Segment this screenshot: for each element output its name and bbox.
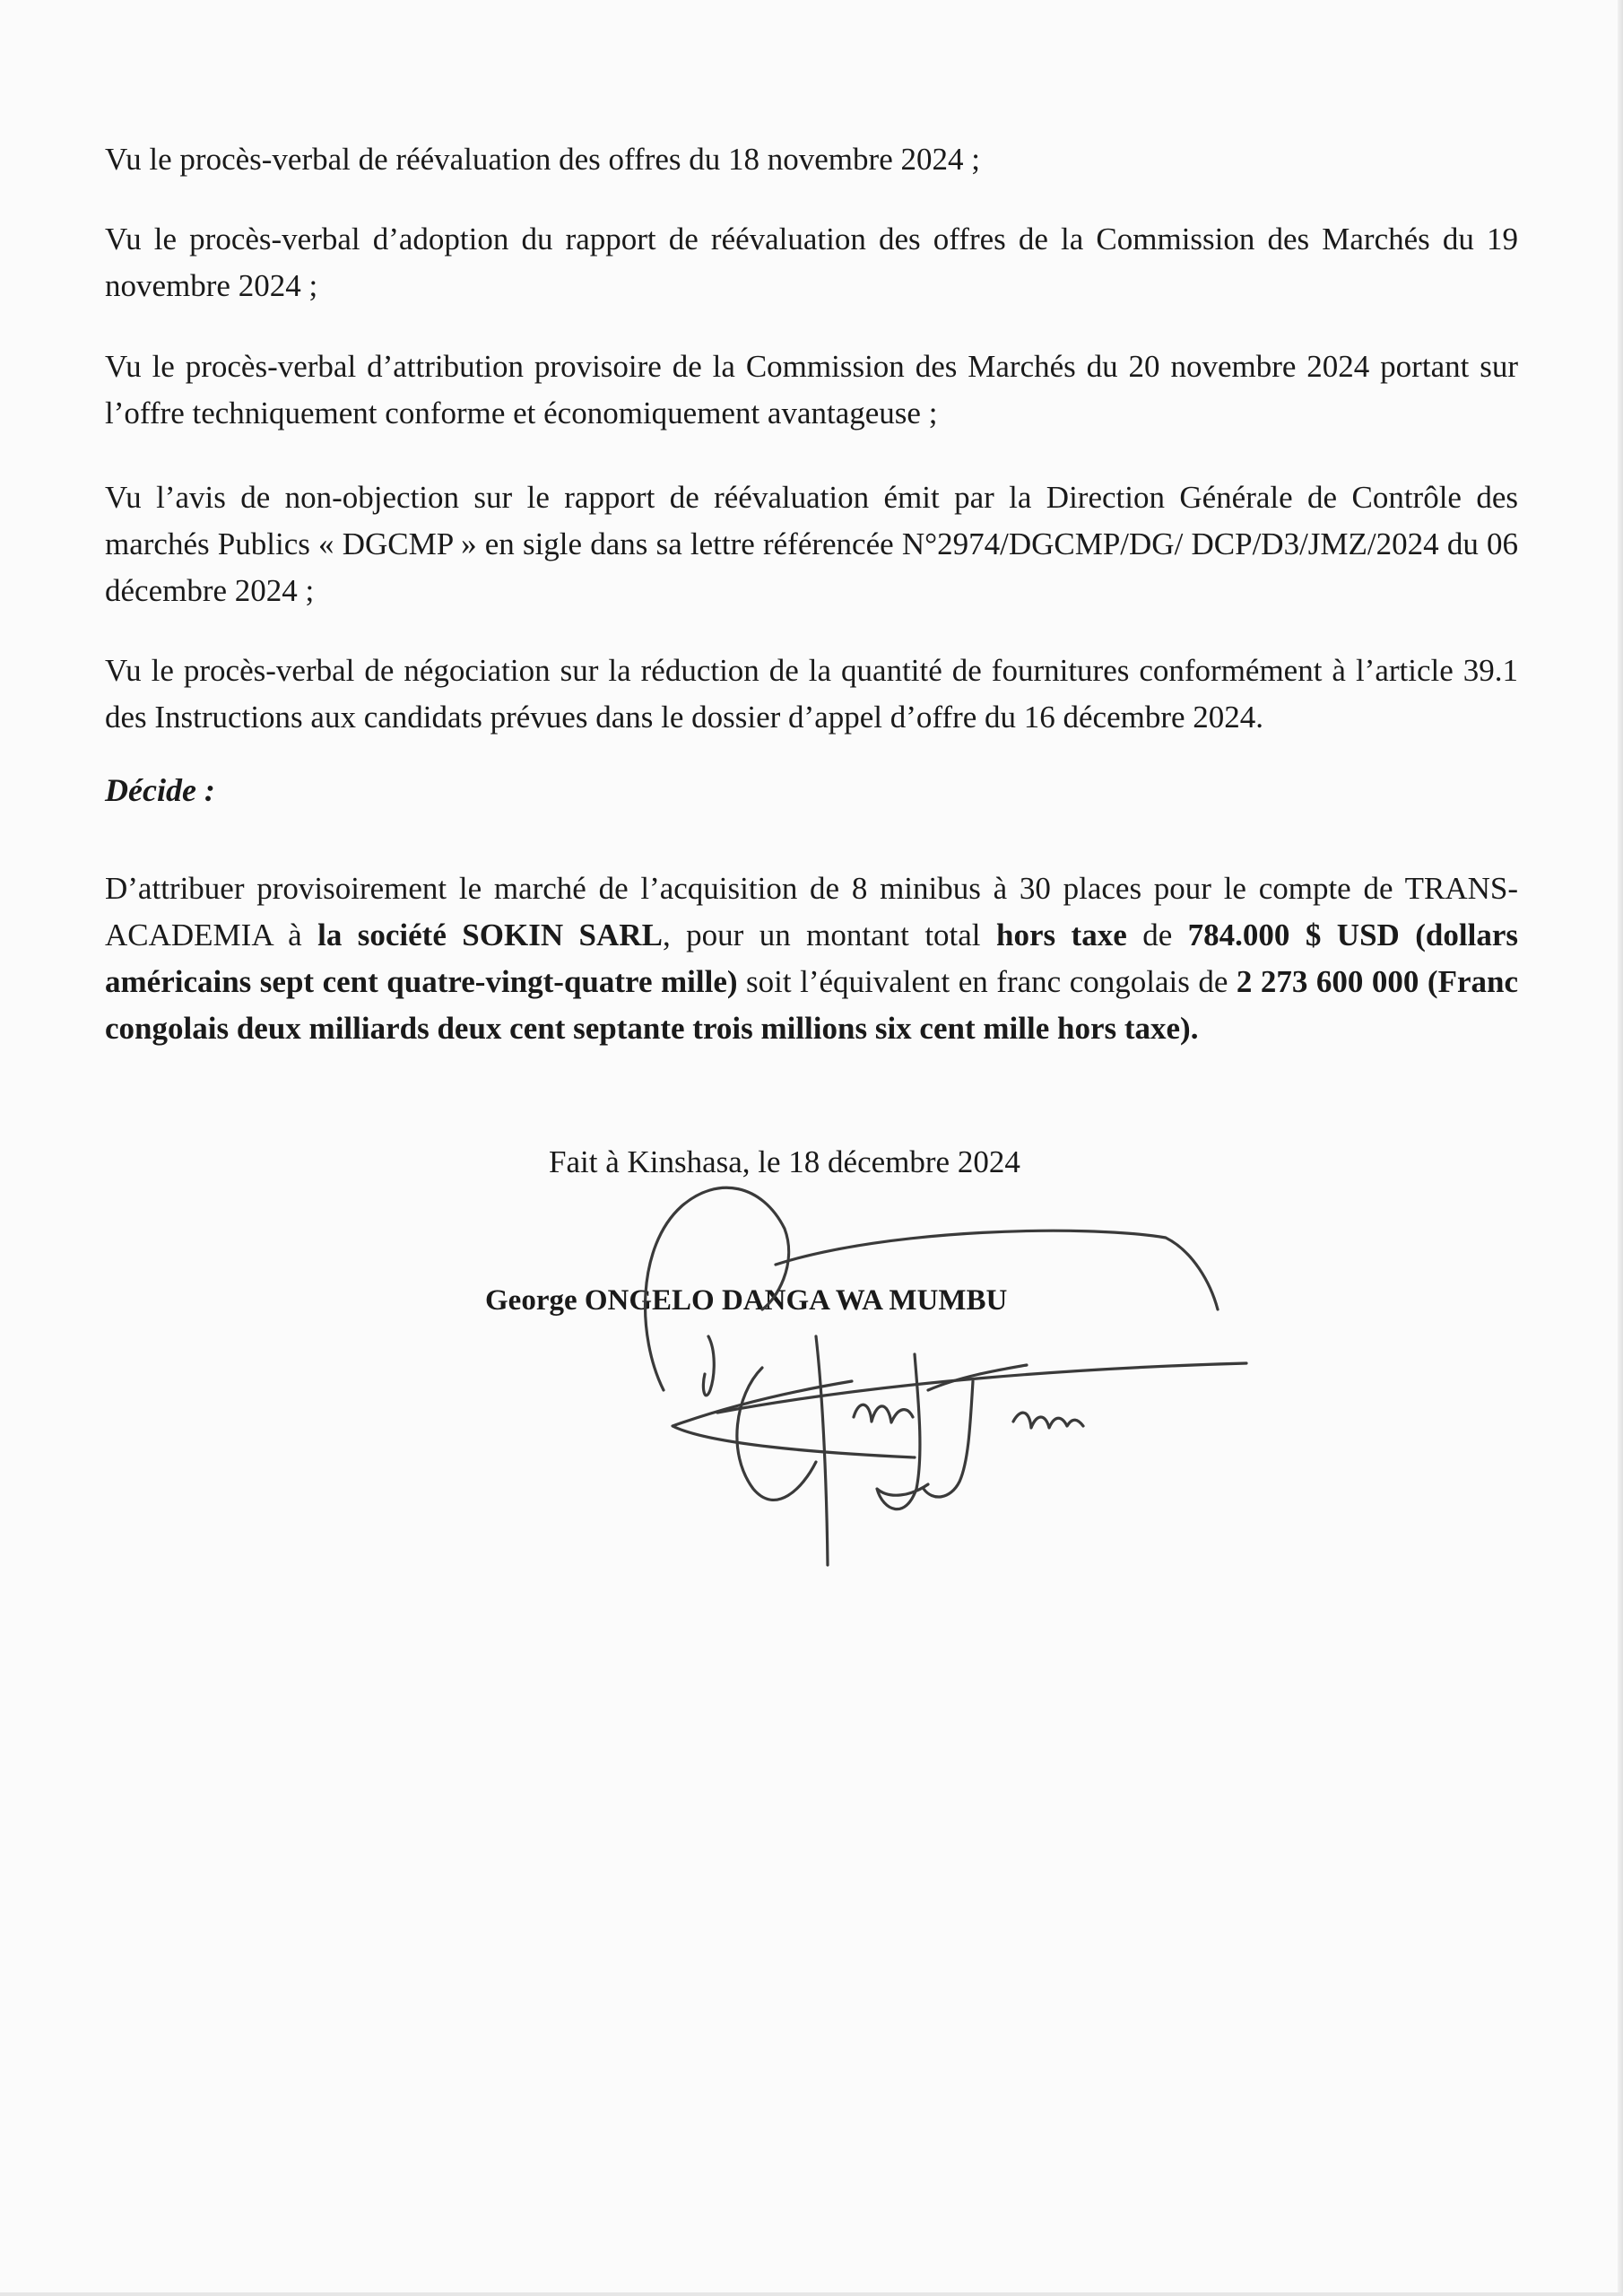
hors-taxe-label: hors taxe <box>995 918 1127 952</box>
awardee-company: la société SOKIN SARL <box>317 918 663 952</box>
handwritten-signature <box>619 1166 1264 1596</box>
decision-text-3: de <box>1126 918 1188 952</box>
consideration-5: Vu le procès-verbal de négociation sur la réduction de la quantité de fournitures conformément à l’article 39.1 des Instructions aux candidats prévues dans le dossier d’appel d’offre du 16 décembre 2024. <box>105 653 1518 735</box>
decision-text-1: D’attribuer provisoirement le marché de l’acquisition de 8 minibus à 30 places pour le compte de TRANS-ACADEMIA à <box>105 871 1518 952</box>
consideration-3: Vu le procès-verbal d’attribution provisoire de la Commission des Marchés du 20 novembre 2024 portant sur l’offre techniquement conforme et économiquement avantageuse ; <box>105 349 1518 430</box>
decision-text-4: soit l’équivalent en franc congolais de <box>737 964 1237 999</box>
signatory-name: George ONGELO DANGA WA MUMBU <box>485 1284 1008 1317</box>
consideration-1: Vu le procès-verbal de réévaluation des offres du 18 novembre 2024 ; <box>105 142 980 177</box>
amount-cdf: 2 273 600 000 (Franc congolais deux milliards deux cent septante trois millions six cent mille hors taxe). <box>105 964 1518 1046</box>
amount-usd: 784.000 $ USD (dollars américains sept cent quatre-vingt-quatre mille) <box>105 918 1518 999</box>
scan-edge-bottom <box>0 2292 1623 2296</box>
decision-paragraph <box>105 865 1518 1052</box>
scan-edge-right <box>1618 0 1623 2296</box>
decision-text-2: , pour un montant total <box>662 918 996 952</box>
consideration-2: Vu le procès-verbal d’adoption du rapport de réévaluation des offres de la Commission des Marchés du 19 novembre 2024 ; <box>105 222 1518 303</box>
consideration-4: Vu l’avis de non-objection sur le rapport de réévaluation émit par la Direction Générale de Contrôle des marchés Publics « DGCMP » en sigle dans sa lettre référencée N°2974/DGCMP/DG/ DCP/D3/JMZ/2024 du 06 décembre 2024 ; <box>105 480 1518 608</box>
place-and-date: Fait à Kinshasa, le 18 décembre 2024 <box>549 1144 1020 1179</box>
decision-heading: Décide : <box>105 772 215 808</box>
